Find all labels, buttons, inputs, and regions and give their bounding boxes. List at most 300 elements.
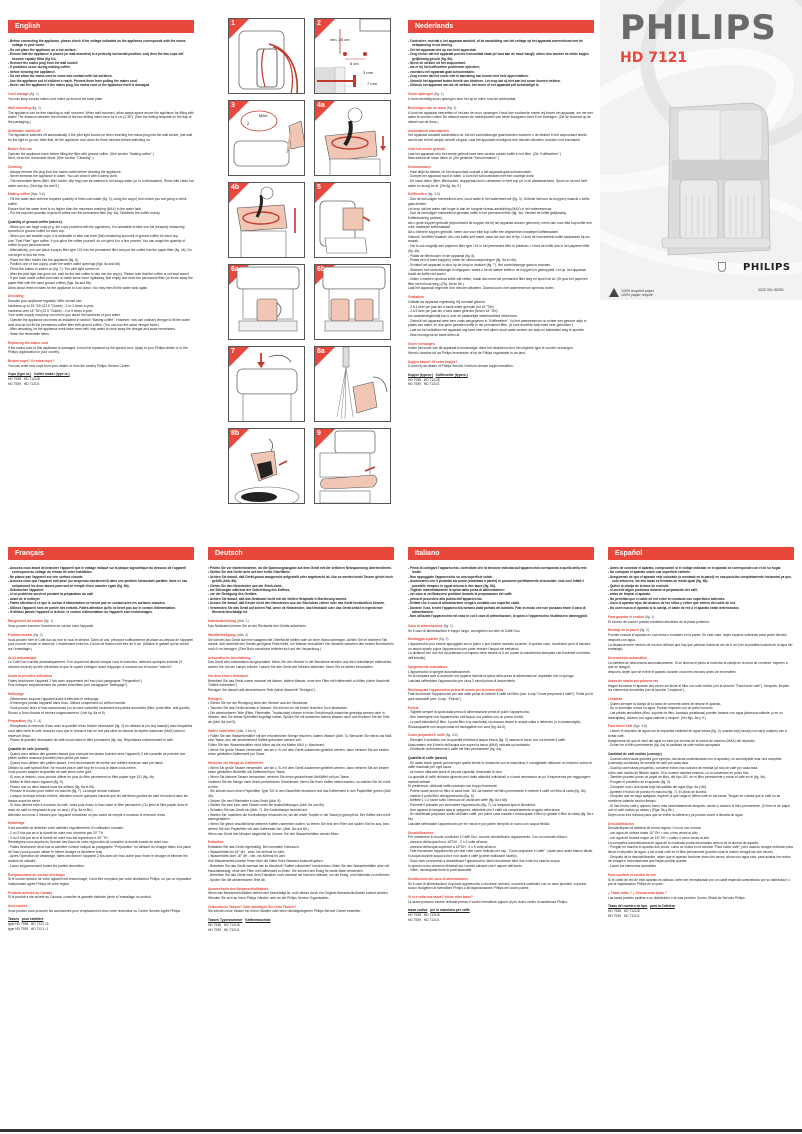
parts-table-header: tazza codice per la macchina per caffè xyxy=(408,908,470,913)
warning-item: - Never use the appliance if the mains plug, the mains cord or the appliance itself is damaged. xyxy=(8,83,151,88)
section-title: Cavo di alimentazione (fig. 1) xyxy=(408,623,453,628)
nederlands-section xyxy=(408,20,594,387)
section-paragraph: - Placez une ou deux tasses sous les orifices (fig. 6a et 6b). xyxy=(8,784,96,789)
manual-section xyxy=(208,656,394,670)
section-paragraph: Laat het apparaat ongeveer drie minuten afkoelen. Daarna kunt u het waterreservoir opnieuw vullen. xyxy=(408,286,555,291)
section-paragraph: U kunt overtollig snoer opbergen door het op te rollen rond de achterplaat. xyxy=(408,97,517,102)
safety-warnings xyxy=(608,566,794,610)
section-paragraph: - Las piezas amovibles (filtro, soporte de filtro, bandeja portatazas) pueden lavarse con agua jabonosa caliente (o en un lavavajillas). Aclaren con agua caliente y séquen. (Ver figs. 8a y 9.) xyxy=(608,711,783,720)
manual-section xyxy=(408,92,594,101)
warning-item: - vor der Reinigung des Gerätes. xyxy=(208,592,258,597)
section-paragraph: Si el cable de red de este aparato es dañado, debe ser reemplazado por un cable especial suministrado por su distribuidor o por la organización Philips en su país. xyxy=(608,877,790,887)
manual-section xyxy=(8,129,194,143)
section-title: Sostituzione del cavo di alimentazione xyxy=(408,876,469,881)
section-paragraph: Si le produit a été acheté au Canada, consulter la garantie distincte jointe à l'emballage du produit. xyxy=(8,895,152,900)
section-paragraph: Se il cavo di alimentazione di questo apparecchio si dovesse rovinare, occorrerà sostituirlo con un cavo speciale: a questo scopo rivolgetevi al rivenditore Philips o all'organizzazione Philips del vostro paese. xyxy=(408,881,587,891)
section-paragraph: - De losse delen (filter, filterhouder, druppplaat) kunt u afwassen in heet sop (of in de afwasmachine). Spoel ze na met heet water en droog ze af. (Zie fig. 8a, 9.) xyxy=(408,179,588,188)
warning-item: - Before connecting the appliance, please check if the voltage indicated on the appliance corresponds with the mains voltage in your home. xyxy=(8,39,186,48)
section-title: Nettoyage xyxy=(8,691,24,696)
section-title: Broken cups? Or extra cups? xyxy=(8,358,55,363)
warning-item: - Do not allow the mains cord to come into contact with hot surfaces. xyxy=(8,74,113,79)
section-paragraph: - Coloquen una o dos tazas bajo las salidas del agua (figs. 6a y 6b). xyxy=(608,784,708,789)
section-title: Montaje en la pared (fig. 2) xyxy=(608,628,650,633)
section-paragraph: - Fate funzionare l'apparecchio per due volte come indicato nel cap. "Come preparare il Caffè". Usate però aceto bianco diluito in acqua anziché acqua sola e non usate il caffè (potete riutilizzare l'aceto). xyxy=(408,849,593,859)
section-paragraph: Das Gerät wird automatisch ausgeschaltet. Wenn Sie den Stecker in die Steckdose stecken und die Kontrollampe aufleuchtet, warten Sie, bis die Lampe erlischt. Lassen Sie das Gerät drei Minuten abkühlen, bevor Sie es wieder einschalten. xyxy=(208,660,392,670)
philips-shield-icon xyxy=(718,262,726,272)
section-paragraph: • Wenn Sie große Tassen verwenden, wie sie z. B. mit dem Gerät zusammen geliefert werden, dann nehmen Sie am besten einen gehäuften Meßlöffel voll Kaffeemehl pro Tasse. xyxy=(208,765,389,775)
language-header: Deutsch xyxy=(208,547,394,560)
section-title: Snoer opbergen (fig. 1) xyxy=(408,92,444,97)
manual-section xyxy=(8,719,194,743)
warning-item: - Gebruik het apparaat buiten bereik van kinderen. Let erop dat zij niet aan het snoer kunnen trekken. xyxy=(408,78,561,83)
manual-section xyxy=(8,294,194,336)
section-paragraph: - Fill the water tank with the required quantity of fresh cold water (fig. 3), using the cup(s) from which you are going to drink coffee. xyxy=(8,197,187,206)
safety-warnings xyxy=(8,39,194,87)
section-paragraph: - Aprieten el botón de puesta en marcha (fig. 7). El piloto se ilumina. xyxy=(608,789,708,794)
section-paragraph: • Wenn Sie gleich anschließend weiteren Kaffee zubereiten wollen, so leeren Sie erst den Filter und spülen Sie ihn aus, bzw. werfen Sie den Papierfilter mit dem Kaffeesatz fort. (Abb. 8a und 8b.) xyxy=(208,822,390,831)
section-paragraph: • Tauchen Sie das Gerät niemals in Wasser. Sie können es mit einem feuchten Tuch abwischen. xyxy=(208,706,349,711)
switch-on-illustration xyxy=(229,347,305,422)
brand-logo: PHILIPS xyxy=(620,8,777,48)
warning-item: - Ne placez pas l'appareil sur une surface chaude. xyxy=(8,574,84,579)
section-title: ¿ Tazas rotas ? ¿ Desean más tazas ? xyxy=(608,890,667,895)
section-paragraph: - Sie können auch einen Papierfilter Type 101 in den Dauerfilter einsetzen und das Kaffeemehl in den Papierfilter geben (Abb. 4b). xyxy=(208,789,392,798)
section-paragraph: Descale your appliance regularly. With normal use: xyxy=(8,299,83,304)
figure-1: 1 xyxy=(228,18,305,94)
svg-text:min. 25 cm: min. 25 cm xyxy=(330,37,350,42)
warning-item: - Usen el aparato lejos del alcance de los niños y eviten que estiren del cable de red. xyxy=(608,601,736,606)
parts-table-row: HD 7939 HD 7121/1 xyxy=(408,382,440,387)
section-paragraph: Descalcifiquen la cafetera de forma regular. Con un uso normal: xyxy=(608,826,702,831)
section-paragraph: - Infine, risciacquate bene le parti staccabili. xyxy=(408,868,472,873)
section-paragraph: La cafetera se desconecta automáticamente. Si se ilumina el piloto al enchufar la clavija en la toma de corriente, esperen a que se apague, xyxy=(608,660,788,670)
section-paragraph: - After the pilot light has gone out, wait for the last coffee to drip into the cup(s). Please note that the coffee is not kept warm! xyxy=(8,271,189,276)
warning-item: • Achten Sie darauf, daß Gerät genau waagerecht aufgestellt oder angebracht ist. Nur so werden beide Tassen gleich hoch gefüllt (Abb. 6b). xyxy=(208,574,393,584)
section-paragraph: - Togliete sempre la spina dalla presa di alimentazione prima di pulire l'apparecchio. xyxy=(408,710,531,715)
warning-item: - Zorg ervoor dat het apparaat precies horizontaal staat (of vast aan de muur hangt): alleen dan worden de beide kopjes gelijkmatig gevuld (fig. 6b). xyxy=(408,52,589,61)
section-paragraph: - Distribuite uniformemente il caffè nel filtro permanente (fig. 4a). xyxy=(408,747,502,752)
section-paragraph: - Non immergete mai l'apparecchio nell'acqua, ma pulitelo con un panno umido. xyxy=(408,715,525,720)
manual-section xyxy=(8,341,194,355)
one-cup-illustration xyxy=(229,265,305,340)
document-code: 4222 001 90351 xyxy=(758,288,784,292)
section-paragraph: Next, clean the removable items. (See section "Cleaning".) xyxy=(8,156,94,161)
section-paragraph: Koffiedosering (advies): xyxy=(408,215,443,220)
warning-item: - Durante l'uso, tenete l'apparecchio lontano dalla portata dei bambini. Fate in modo che non possano tirare il cavo di alimentazione. xyxy=(408,605,586,615)
section-paragraph: Wend u daartoe tot uw Philips leverancier of tot de Philips organisatie in uw land. xyxy=(408,350,526,355)
parts-table xyxy=(208,918,394,932)
fill-water-illustration xyxy=(229,101,305,176)
section-paragraph: • Füllen Sie den Wasserbehälter mit der erforderlichen Menge frischem, kaltem Wasser (Abb. 3). Benutzen Sie hierzu als Maß eine Tasse, aus der anschließend Kaffee getrunken werden soll. xyxy=(208,733,392,743)
section-paragraph: - Wash the removable items. xyxy=(8,332,50,337)
manual-section xyxy=(408,756,594,827)
section-paragraph: Uw waterleidingbedrijf kan u over de plaatselijke waterhardheid informeren. xyxy=(408,314,518,318)
section-title: Détartrage xyxy=(8,821,25,826)
parts-table xyxy=(8,917,194,931)
section-paragraph: - Quand vous utilisez des petites tasses, il est recommandé de mettre une cuillère doseuse rase par tasse. xyxy=(8,761,164,766)
section-paragraph: - Betreiben Sie das Gerät nach dem Entkalken noch zweimal mit frischem Wasser, um die Essig- und Kalkreste zu entfernen. xyxy=(208,873,391,878)
warning-item: - Non utilizzate l'apparecchio nel caso in cui il cavo di alimentazione, la spina o l'apparecchio risultassero danneggiati. xyxy=(408,614,588,619)
manual-section xyxy=(608,891,794,900)
section-paragraph: - Lavez soigneusement toutes les parties amovibles. xyxy=(8,863,85,868)
warning-item: - Gebruik het apparaat niet als de stekker, het snoer of het apparaat zelf beschadigd is. xyxy=(408,83,540,88)
warning-item: - Antes de conectar el aparato, comprueben si el voltaje indicado en el aparato se corresponde con el de su hogar. xyxy=(608,566,782,570)
manual-section xyxy=(408,106,594,125)
figure-8b: 8b xyxy=(228,428,305,504)
section-paragraph: • Warten Sie, nachdem die Kontrollampe erloschen ist, bis der letzte Tropfen in die Tasse(n) getropft ist. Der Kaffee wird nicht warmgehalten! xyxy=(208,812,391,822)
section-paragraph: - Wanneer het controlelampje is uitgegaan, wacht u tot de laatste koffie in de kop(pen) is gedruppeld. Let op: het apparaat houdt de koffie niet warm! xyxy=(408,267,586,277)
section-paragraph: Variieren Sie die Menge nach Ihrem persönlichen Geschmack. Wenn Sie Ihren Kaffee selbst mahlen, so mahlen Sie ihn nicht zu fein. xyxy=(208,779,391,789)
parts-table xyxy=(408,373,594,387)
section-paragraph: - Placez la quantité nécessaire de café moulu dans le filtre permanent (fig. 4a). Répartissez uniformément le café. xyxy=(8,738,174,743)
manual-section xyxy=(208,619,394,628)
section-paragraph: Gebruik "snelfilter"maalsel. Als u de koffie zelf maalt, maal het dan niet té fijn. U kunt de hoeveelheid koffie aanpassen bij uw smaak. xyxy=(408,234,590,244)
warning-item: - prima di procedere alla pulizia dell'apparecchio. xyxy=(408,596,483,601)
warning-item: • Achten Sie darauf, daß Kinder nicht den Netzstecker aus der Steckdose ziehen oder das Gerät herabziehen können. xyxy=(208,601,386,606)
section-paragraph: U kunt het apparaat neerzetten of het aan de muur ophangen. Houd dan voldoende ruimte vrij boven het apparaat, om het met water te kunnen vullen! De afstand tussen de middelpunten van beide boorgaten moet 6 cm bedragen. (Zie de boormal op de deksel van de doos.) xyxy=(408,110,593,124)
warning-item: - antes de limpiar el aparato. xyxy=(608,592,652,597)
language-header: Français xyxy=(8,547,194,560)
warning-item: - Assurez-vous avant de brancher l'appareil que le voltage indiqué sur la plaque signalétique du dessous de l'appareil correspond au voltage du réseau de votre habitation. xyxy=(8,566,187,575)
warning-item: - Débranchez l'appareil: xyxy=(8,588,44,593)
language-header: Italiano xyxy=(408,547,594,560)
safety-warnings xyxy=(408,39,594,87)
warning-item: - Ensure that the appliance is placed (or wall-mounted) in a perfectly horizontal position: only then the two cups will become equally filled (fig 6.b. xyxy=(8,52,184,61)
section-title: Kabelaufwicklung (Abb. 1) xyxy=(208,619,249,624)
warning-item: - als er bij het koffiezetten problemen optreden; xyxy=(408,65,480,70)
section-paragraph: hardness up to 18 °DH (22.5 °Clarke) - 2 or 3 times a year; xyxy=(8,303,94,308)
manual-section xyxy=(208,633,394,652)
section-paragraph: • Setzen Sie den Filterhalter in das Gerät (Abb. 5). xyxy=(208,798,282,803)
parts-table-row: HD 7938 HD 7121/8 xyxy=(408,377,440,382)
section-paragraph: Usen café molido de filtrado rápido. Si lo muelen ustedes mismos, no lo conviertan en polvo fino. xyxy=(608,770,750,775)
manual-section xyxy=(408,637,594,661)
section-title: Arrêt automatique xyxy=(8,655,37,660)
section-title: Fixation murale (fig. 2) xyxy=(8,632,43,637)
section-paragraph: - Pongan en marcha el aparato dos veces, como se indica en la sección "Para hacer café", pero usando vinagre ordinario para llenar el depósito de agua, y sin echar café en el filtro permanente (pueden usar el mismo vinagre las dos veces). xyxy=(608,845,793,854)
recycled-paper-note: 100% recycled paper 100% papier recyclé xyxy=(609,288,654,297)
manual-section xyxy=(608,724,794,748)
section-paragraph: Sie können neue Tassen bei Ihrem Händler oder beim nächstgelegenen Philips Service Center bestellen: xyxy=(208,909,362,914)
warning-item: • Achten Sie darauf, daß das Netzkabel nicht mit der heißen Heizplatte in Berührung kommt. xyxy=(208,596,347,601)
parts-table-header: Tassen Typennummer Kaffeemaschine xyxy=(208,918,271,923)
section-paragraph: - Llenen el depósito de agua con la requerida cantidad de agua fresca (fig. 3), usando la(s) taza(s) con la(s) cual(es) van a tomar café. xyxy=(608,729,787,738)
espanol-section xyxy=(608,547,794,918)
parts-table-row: HD 7938 HD 7121/8 xyxy=(408,913,440,918)
section-paragraph: • Schalten Sie das Gerät ein (Abb. 7). Die Kontrollampe leuchtet auf. xyxy=(208,808,308,813)
manual-section xyxy=(208,761,394,836)
brand-logo-small: PHILIPS xyxy=(743,262,791,273)
figure-6a: 6a xyxy=(228,264,305,340)
section-paragraph: Di preferenza, utilizzate caffè macinato non troppo finemente. xyxy=(408,784,498,789)
section-paragraph: - Remplissez le réservoir d'eau avec la quantité d'eau fraîche nécessaire (fig. 3) en utilisant la (ou les) tasse(s) avec lesquelles vous allez boire le café. Assurez vous que le niveau d'eau ne soit pas situé au dessus du repère maximum (MAX) dans le réservoir d'eau. xyxy=(8,724,193,738)
section-paragraph: - Mettete 1 o 2 tazze sotto i beccucci di uscita del caffè (fig. 6a e 6b). xyxy=(408,798,509,803)
svg-text:MAX: MAX xyxy=(259,113,268,118)
section-paragraph: - When you use smaller cups, it is advisable to take one level (flat) measuring spoonful of ground coffee for each cup. xyxy=(8,234,179,239)
section-paragraph: Betreiben Sie das Gerät zuerst zweimal mit klarem, kaltem Wasser, ohne den Filter mit Kaffeemehl zu füllen (siehe Abschnitt "Kaffee zubereiten"). xyxy=(208,678,390,688)
section-title: Zerbrochene Tassen? Oder benötigen Sie extra Tassen? xyxy=(208,904,297,909)
section-paragraph: Lasciate raffreddare l'apparecchio per circa 3 minuti prima di riaccenderlo. xyxy=(408,678,516,683)
section-paragraph: Het apparaat schakelt automatisch uit. Als het controlelampje gaat branden wanneer u de stekker in het stopcontact steekt, wacht dan tot het lampje vanzelf uit gaat. Laat het apparaat vervolgens drie minuten afkoelen voordat u het inschakelt. xyxy=(408,133,588,143)
figure-2: 2 min. 25 cm 6 cm 3 mm 7 mm xyxy=(314,18,391,94)
section-paragraph: Reinigen Sie danach alle abnehmbaren Teile (siehe Abschnitt "Reinigen"). xyxy=(208,687,316,692)
section-paragraph: - N'immergez jamais l'appareil dans l'eau. Utilisez uniquement un chiffon humide. xyxy=(8,701,127,706)
section-paragraph: • Stellen Sie eine bzw. zwei Tassen unter die Auslaßöffnungen (Abb. 6a und 6b). xyxy=(208,803,326,808)
section-paragraph: La distanza tra i due fori da praticare col trapano deve essere di 6 cm (usate la mascherina stampata che troverete sul lembo dell'imballo). xyxy=(408,651,591,661)
section-paragraph: - 4 ou 5 fois par an si la dureté de votre eau est supérieure à 30° TH. xyxy=(8,835,109,840)
section-paragraph: - durezza dell'acqua superiore a 18°DH - 4 o 5 volte all'anno. xyxy=(408,844,497,849)
section-paragraph: - Después de la descalcificación, dejen que el aparato funcione otras dos veces, ahora con agua sola, para aclarar los restos de vinagre e incrustaciones que hayan podido quedar. xyxy=(608,854,791,864)
manual-section xyxy=(8,891,194,900)
section-paragraph: - Faites fonctionner deux fois la cafetière comme indiqué au paragraphe "Préparation" en utilisant du vinaigre blanc à la place de l'eau (vous pouvez utiliser le même vinaigre la deuxième fois). xyxy=(8,845,191,854)
manual-section xyxy=(408,624,594,633)
manual-section xyxy=(8,904,194,913)
section-paragraph: Per mantenere in buone condizioni il Caffè Duo, occorre decalcificarlo regolarmente. Con un normale utilizzo: xyxy=(408,835,568,840)
section-title: Before first use xyxy=(8,146,33,151)
section-paragraph: - Het is ook mogelijk een papieren filter type 101 in het permanent filter te plaatsen. U doet de koffie dan in het papieren filter (fig. 4b). xyxy=(408,244,590,253)
section-paragraph: Pueden colocar el aparato en una mesa o montarlo en la pared. En este caso, dejen espacio suficiente para poder llenarlo después con agua. xyxy=(608,633,787,642)
section-paragraph: Wenn das Netzanschlußkabel defekt oder beschädigt ist, muß dieses durch ein Original-Netzanschlußkabel ersetzt werden. Wenden Sie sich an Ihren Philips Händler oder an die Philips Service Organisation. xyxy=(208,891,389,901)
manual-section xyxy=(408,129,594,143)
section-paragraph: Ihre Wasserwerke können Ihnen über die Härte Ihres Wassers Auskunft geben. xyxy=(208,859,324,864)
section-paragraph: - 2 à 3 keer per jaar als u zacht water gebruikt (tot 18 °DH); xyxy=(408,304,495,309)
figure-5: 5 xyxy=(314,182,391,258)
warning-item: - Remove the mains plug from the wall socket: xyxy=(8,61,79,66)
section-paragraph: Was daarna de losse delen af. (Zie gedeelte "Schoonmaken".) xyxy=(408,156,499,161)
section-title: Para guardar el cordón (fig. 1) xyxy=(608,615,655,620)
section-title: Antes de usarlo por primera vez xyxy=(608,678,659,683)
warning-item: - nel caso si verificassero problemi durante la preparazione del caffè xyxy=(408,592,512,597)
section-paragraph: - 4 à 5 keer per jaar als u hard water gebruikt (boven 18 °DH). xyxy=(408,309,499,314)
svg-text:3 mm: 3 mm xyxy=(363,70,373,75)
section-title: Bevestigen aan de muur (fig. 2) xyxy=(408,105,457,110)
manual-section xyxy=(8,192,194,216)
parts-table-row: type HD 7938 HD 7121 / 8 xyxy=(8,922,49,927)
section-paragraph: - Haal altijd de stekker uit het stopcontact voordat u het apparaat gaat schoonmaken. xyxy=(408,169,533,174)
cord-storage-illustration xyxy=(229,19,305,94)
warning-item: • Prüfen Sie vor Inbetriebnahme, ob die Spannungsangabe auf dem Gerät mit der örtlichen Netzspannung übereinstimmt. xyxy=(208,566,392,570)
parts-table-header: Tasses pour cafetière xyxy=(8,917,44,922)
section-title: Decalcificazione xyxy=(408,830,434,835)
language-header: Nederlands xyxy=(408,20,594,33)
section-paragraph: - Doe de benodigde hoeveelheid gemalen koffie in het permanent filter (fig. 4a). Verdeel de koffie gelijkmatig. xyxy=(408,211,567,216)
figure-9: 9 xyxy=(314,428,391,504)
manual-section xyxy=(8,633,194,652)
recycle-icon xyxy=(609,288,619,297)
add-coffee-illustration xyxy=(315,101,391,176)
section-paragraph: - Was vervolgens de losse delen af. xyxy=(408,332,461,337)
section-paragraph: Assicuratevi che il livello dell'acqua non superi la tacca (MAX) indicata sul serbatoio. xyxy=(408,742,531,747)
manual-section xyxy=(608,679,794,693)
section-title: Come preparare il caffè (fig. 3-6) xyxy=(408,733,458,738)
section-paragraph: - Put the required quantity of ground coffee into the permanent filter (fig. 4a). Distribute the coffee evenly. xyxy=(8,211,161,216)
section-paragraph: • Wenn Sie große Tassen verwenden, wie sie z. B. mit dem Gerät zusammen geliefert werden, dann nehmen Sie am besten einen gehäuften Kaffeemehl pro Tasse. xyxy=(208,747,389,757)
section-paragraph: Se la lampada spia si accende non appena inserite la spina nella presa di alimentazione, aspettate che si spenga. xyxy=(408,674,575,679)
manual-section xyxy=(8,165,194,189)
figure-6b: 6b xyxy=(314,264,391,340)
section-paragraph: Dejen unos tres minutos para que se enfríe la cafetera y ya podrán volver a llenarla de agua. xyxy=(608,813,744,818)
section-paragraph: Faites fonctionner l'appareil 2 fois avec uniquement de l'eau (voir paragraphe "Préparation"). xyxy=(8,678,143,683)
section-title: Produits achetés au Canada xyxy=(8,890,53,895)
section-paragraph: Als u grote koppen gebruikt (bijvoorbeeld de koppen die bij het apparaat worden geleverd), neem dan voor elke kop koffie één volle maatlepel koffiemaalsel. xyxy=(408,220,592,230)
warning-item: - Zet het apparaat niet op een heet oppervlak. xyxy=(408,47,477,52)
section-paragraph: - Non appena la lampada spia si spegnerà, attendete che il caffè sia completamente erogato nella tazza. xyxy=(408,807,561,812)
warning-item: - Prima di collegare l'apparecchio, controllate che la tensione indicata sull'apparecchio corrisponda a quella della rete locale. xyxy=(408,566,587,575)
section-paragraph: - After descaling, let the appliance work twice more with only water to rinse away the vinegar and scale remainders. xyxy=(8,327,176,332)
manual-section xyxy=(408,877,594,891)
warning-item: - Use the appliance out of children's reach. Prevent them from pulling the mains cord. xyxy=(8,78,138,83)
section-title: Descalcificación xyxy=(608,821,634,826)
manual-section xyxy=(8,873,194,887)
parts-table-header: Tazas del número de tipo para la Cafetera xyxy=(608,904,675,909)
warning-item: - voordat u het apparaat gaat schoonmaken. xyxy=(408,69,475,74)
warning-item: - No usen nunca el aparato si la clavija, el cable de red o el aparato están deteriorados. xyxy=(608,605,740,610)
section-paragraph: Your water supply company can inform you about the hardness of your water. xyxy=(8,313,121,318)
section-paragraph: - Después que se haya apagado, esperen a que caiga el último café en las tazas. Tengan en cuenta que el café no se mantiene caliente mucho tiempo. xyxy=(608,794,781,803)
english-section xyxy=(8,20,194,386)
manual-section xyxy=(208,697,394,725)
section-paragraph: - Doe de benodigde hoeveelheid vers, koud water in het waterreservoir (fig. 3). Gebruik hiervoor de kop(pen) waaruit u koffie gaat drinken. xyxy=(408,197,590,206)
section-paragraph: Le tazze possono essere ordinate presso il vostro rivenditore oppure al più vicino centro di assistenza Philips. xyxy=(408,899,568,904)
section-title: Wall mounting (fig. 2) xyxy=(8,105,41,110)
manual-section xyxy=(208,905,394,914)
section-paragraph: - Never immerse the appliance in water. You can clean it with a damp cloth. xyxy=(8,174,118,179)
section-paragraph: - Place the filter holder into the appliance (fig. 5). xyxy=(8,257,79,262)
section-paragraph: Lasciate raffreddare l'apparecchio per tre minuti e poi potete riempirlo di nuovo con acqua fredda. xyxy=(408,821,551,826)
parts-table-header: Kopjes (typenr.) Koffiezetter (typenr.) xyxy=(408,373,468,378)
warning-item: - Togliete immediatamente la spina dalla presa di alimentazione: xyxy=(408,588,506,593)
safety-warnings xyxy=(408,566,594,619)
manual-section xyxy=(608,822,794,869)
figure-4b: 4b xyxy=(228,182,305,258)
section-paragraph: - Always remove the plug from the mains outlet before cleaning the appliance. xyxy=(8,169,122,174)
manual-section xyxy=(408,147,594,161)
manual-section xyxy=(8,92,194,101)
section-paragraph: - Spülen Sie die abnehmbaren Teile ab. xyxy=(208,877,266,882)
warning-item: - bei Störungen während der Zubereitung des Kaffees, xyxy=(208,588,291,593)
section-paragraph: Operate the appliance twice before filling the filter with ground coffee. (See section "Making coffee".) xyxy=(8,151,154,156)
section-paragraph: You can order new cups from your dealer or from the nearby Philips Service Center: xyxy=(8,363,131,368)
manual-section xyxy=(608,697,794,721)
section-paragraph: Entkalken Sie das Gerät regelmäßig. Bei normalem Gebrauch: xyxy=(208,845,300,849)
section-title: Replacing the mains cord xyxy=(8,340,49,345)
section-paragraph: - con agua de dureza hasta 18° DH = dos o tres veces al año; xyxy=(608,831,699,836)
section-paragraph: Füllen Sie den Wasserbehälter nicht höher als bis zur Marke MAX (= Maximum). xyxy=(208,742,326,747)
model-number: HD 7121 xyxy=(620,50,688,66)
section-paragraph: Als u kleinere koppen gebruikt, neem dan voor elke kop koffie één afgestreken maatlepel koffiemaalsel. xyxy=(408,230,559,235)
section-paragraph: • Ziehen Sie vor der Reinigung stets den Stecker aus der Steckdose. xyxy=(208,701,309,706)
section-paragraph: - Potete usare anche un filtro di carta mod. 101 da inserire nel filtro permanente e mettere il caffè nel filtro di carta (fig. 4b). xyxy=(408,788,587,793)
section-paragraph: - 2 ou 3 fois par an si la dureté de votre eau n'excède pas 30° TH xyxy=(8,830,104,835)
section-title: Avant la première utilisation xyxy=(8,673,53,678)
manual-section xyxy=(408,295,594,337)
manual-section xyxy=(8,692,194,716)
section-paragraph: - No lo sumerjan nunca en agua. Podrán limpiarlo con un paño húmedo. xyxy=(608,706,714,711)
section-paragraph: El exceso de cordón podrán enrollarlo alrededor de la placa posterior. xyxy=(608,619,710,624)
section-paragraph: - Plaats één of twee kop(pen) onder de uitstroomopeningen (fig. 6a en 6b). xyxy=(408,258,518,263)
section-title: Ontkalken xyxy=(408,295,424,300)
language-header: English xyxy=(8,20,194,33)
safety-warnings xyxy=(208,566,394,614)
deutsch-section xyxy=(208,547,394,932)
manual-section xyxy=(608,615,794,624)
warning-item: • Verwenden Sie das Gerät auf keinen Fall, wenn de Netzstecker, das Netzkabel oder das Gerät selbst in irgendeiner Hinsicht beschädigt ist. xyxy=(208,605,383,615)
section-paragraph: - Après l'opération de détartrage, faites fonctionner l'appareil 2 fois avec de l'eau claire pour rincer le vinaigre et éliminer les résidus de calcaire. xyxy=(8,854,188,864)
warning-item: - avant de le nettoyer xyxy=(8,596,40,601)
section-paragraph: Ensure that the water level is no higher than the maximum marking (MAX) in the water tank. xyxy=(8,206,142,211)
warning-item: - No permitan que el cable de red entre en contacto con superficies calientes. xyxy=(608,596,726,601)
section-title: Kaffee zubereiten (Abb. 3 bis 6) xyxy=(208,728,257,733)
section-title: Automatische Abschaltung xyxy=(208,655,251,660)
section-paragraph: • Die abnehmbaren Teile (Filter, Filterhalter, Tropfschale) können in einer Geschirrspül-maschine gereinigt werden oder in Wasser, dem Sie etwas Spülmittel zugefügt haben. Spülen Sie mit sauberem klarem Wasser nach und trocknen Sie die Teile ab (Abb. 8a und 9). xyxy=(208,710,390,725)
manual-section xyxy=(208,674,394,693)
drip-tray-illustration xyxy=(315,429,391,504)
section-subtitle: Quantity of ground coffee (advice): xyxy=(8,219,63,224)
section-paragraph: - También pueden poner un papel de filtro, del tipo 101, en el filtro permanente y echar el café en él (fig. 4b). xyxy=(608,775,766,780)
manual-section xyxy=(408,688,594,702)
language-header: Español xyxy=(608,547,794,560)
section-paragraph: - Le parti staccabili (il filtro, il porta filtro e la vaschetta) si possono lavare in acqua calda e detersivo (o in lavastoviglie). Risciacquatele con acqua calda ed asciugatele con cura (fig. 8a-9). xyxy=(408,719,582,729)
section-paragraph: - Indien u meteen opnieuw koffie wilt zetten, maak dan eerst het permanent filter leeg en spoel het af. (Of gooi het papieren filter met inhoud weg.) (Fig. 8a en 8b.) xyxy=(408,277,588,286)
manual-section xyxy=(608,656,794,675)
discard-paper-filter-illustration xyxy=(229,429,305,504)
section-paragraph: La compañía suministradora de agua de su localidad podrá informarles acerca de la dureza de aquella. xyxy=(608,840,759,845)
parts-table xyxy=(8,372,194,386)
section-paragraph: Vous pouvez vous procurer les accessoires pour remplacement chez votre revendeur ou Centre Service Agréé Philips. xyxy=(8,908,181,913)
section-title: Koffiezetten (fig. 3-6) xyxy=(408,192,441,197)
section-title: Limpieza xyxy=(608,696,623,701)
section-paragraph: - se invece utilizzate tazze di piccola capacità, dimezzate le dosi. xyxy=(408,770,503,775)
section-title: Vóór het eerste gebruik xyxy=(408,146,445,151)
manual-section xyxy=(208,887,394,901)
section-paragraph: Le Café Duo s'arrête automatiquement. Si le voyant est allumé lorsque vous le branchez, attendez quelques instants (3 minutes environ) qu'elle refroidisse et que le voyant s'éteigne avant d'appuyer à nouveau sur le bouton "marche". xyxy=(8,660,182,670)
parts-table xyxy=(408,908,594,922)
warning-item: - Zorg ervoor dat het snoer niet in aanraking kan komen met hete oppervlakken. xyxy=(408,74,529,79)
section-paragraph: Asegúrense de que el nivel del agua no esté por encima de la marca de máximo (MAX) del depósito. xyxy=(608,738,756,743)
manual-section xyxy=(608,752,794,818)
section-paragraph: Attendez au moins 3 minutes que l'appareil refroidisse un peu avant de remplir à nouveau le réservoir d'eau. xyxy=(8,812,166,817)
section-paragraph: U kunt bij uw dealer of Philips Service Centrum nieuwe kopjes bestellen: xyxy=(408,364,514,369)
warning-item: - No coloquen el aparato sobre una superficie caliente. xyxy=(608,570,691,575)
section-title: Vor dem ersten Gebrauch xyxy=(208,673,249,678)
section-paragraph: - Si vous désirez faire à nouveau du café, videz puis rincez à l'eau claire le filtre permanent. (Ou jetez le filtre papier avec le marc de café et remplacez-le par un neuf.) (Fig. 8a et 8b.) xyxy=(8,803,188,813)
manual-section xyxy=(8,147,194,161)
warning-item: - si sucede algún problema durante la preparación del café, xyxy=(608,588,698,593)
section-title: Préparation (fig. 3 - 6) xyxy=(8,719,42,724)
manual-section xyxy=(408,342,594,356)
section-paragraph: L'apparecchio può essere appoggiato ad un piano o può essere montato a parete. In questo caso, ricordatevi però di lasciare un ampio spazio sopra l'apparecchio per poter versare l'acqua nel serbatoio. xyxy=(408,641,591,651)
section-title: Making coffee (figs. 3-6) xyxy=(8,192,45,197)
section-paragraph: Puis nettoyez soigneusement les parties amovibles (voir paragraphe "Nettoyage"). xyxy=(8,683,129,688)
section-paragraph: • Wenn Sie kleinere Tassen verwenden, nehmen Sie einen gestrichenen Meßlöffel voll pro Tasse. xyxy=(208,775,350,780)
section-paragraph: Use "Fast Filter" type coffee. If you grind the coffee yourself, do not grind it to a fine powder. You can adapt the quantity of coffee to your personal taste. xyxy=(8,238,186,248)
section-paragraph: - Laat na het ontkalken het apparaat nog twee keer met alleen koud water werken om azijn en kalkresten weg te spoelen. xyxy=(408,328,586,333)
section-paragraph: Sie können das Gerät auf eine waagerechte Oberfläche stellen oder an einer Wand anbringen. Achten Sie im letzteren Fall darauf, daß oberhalb des Geräts genügend Platz bleibt, um Wasser einzufüllen! Der Abstand zwischen den beiden Bohrlöchern muß 6 cm betragen. (Eine Bohr-schablone befindet sich auf der Verpackung.) xyxy=(208,637,394,651)
section-title: Cleaning xyxy=(8,164,22,169)
section-subtitle: Quantità di caffè (avviso) xyxy=(408,756,448,761)
section-paragraph: - Alternatively, you can place a paper filter type 101 into the permanent filter and put the coffee into the paper filter (fig. 4b). Do not forget to fold the rims. xyxy=(8,248,192,257)
section-paragraph: The appliance can be free standing or wall mounted. When wall mounted, allow ample space above the appliance for filling with water! The distance between the centres of the two drilling holes must be 6 cm (2.36"). (See the drilling template on the flap of the packaging.) xyxy=(8,110,194,124)
warning-item: - N'utilisez jamais l'appareil si la fiche, le cordon d'alimentation ou l'appareil sont endommagés. xyxy=(8,610,153,615)
section-title: Para hacer café (figs. 3-6) xyxy=(608,724,648,729)
francais-section xyxy=(8,547,194,932)
section-paragraph: - The removable items (filter, filter holder, drip tray) can be washed in hot soapy water (or in a dishwasher). Rinse with clean hot water and dry. (See figs. 8a and 9.) xyxy=(8,179,194,188)
warning-item: - Assurez-vous que l'appareil soit posé (ou suspendu muralement) dans une position horizontale parfaite: dans ce cas uniquement les deux tasses pourront se remplir d'une manière égale (fig. 6b). xyxy=(8,579,188,588)
section-paragraph: - Press the button to switch on (fig. 7). The pilot light comes on. xyxy=(8,266,101,271)
parts-table-row: HD 7939 HD 7121/1 xyxy=(208,927,240,932)
manual-section xyxy=(8,359,194,368)
parts-table-row: HD 7939 HD 7121/1 xyxy=(608,913,640,918)
